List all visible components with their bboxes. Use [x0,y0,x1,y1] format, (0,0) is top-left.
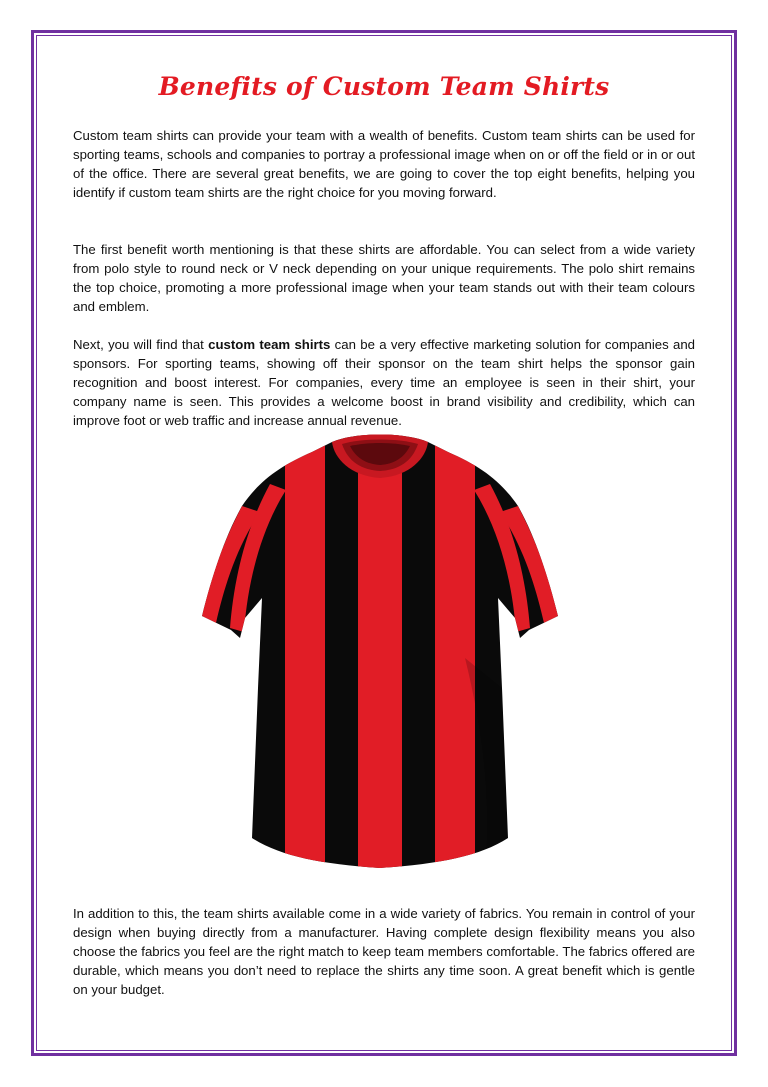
paragraph-marketing-body: can be a very effective marketing solution for companies and sponsors. For sporting teams, showing off their sponsor on the team shirt helps the sponsor gain recognition and boost interest. For companies, every time an employee is seen in their shirt, your company name is seen. This provides a welcome boost in brand visibility and credibility, which can improve foot or web traffic and increase annual revenue. [73,337,696,429]
custom-team-shirts-keyword: custom team shirts [208,337,331,352]
striped-team-shirt-icon [190,428,570,880]
paragraph-marketing [73,335,695,430]
paragraph-affordable: The first benefit worth mentioning is that these shirts are affordable. You can select from a wide variety from polo style to round neck or V neck depending on your unique requirements. The polo shirt remains the top choice, promoting a more professional image when your team stands out with their team colours and emblem. [73,242,695,315]
paragraph-intro: Custom team shirts can provide your team with a wealth of benefits. Custom team shirts can be used for sporting teams, schools and companies to portray a professional image when on or off the field or in or out of the office. There are several great benefits, we are going to cover the top eight benefits, helping you identify if custom team shirts are the right choice for you moving forward. [73,128,695,201]
page-title: Benefits of Custom Team Shirts [158,72,610,101]
paragraph-marketing-lead: Next, you will find that [73,337,209,352]
paragraph-fabrics: In addition to this, the team shirts available come in a wide variety of fabrics. You remain in control of your design when buying directly from a manufacturer. Having complete design flexibility means you also choose the fabrics you feel are the right match to keep team members comfortable. The fabrics offered are durable, which means you don’t need to replace the shirts any time soon. A great benefit which is gentle on your budget. [73,906,695,998]
